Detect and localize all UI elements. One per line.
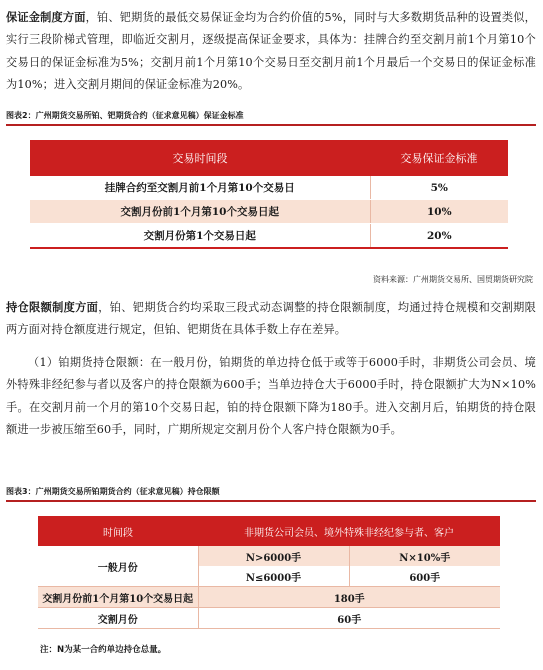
platinum-limit-paragraph: （1）铂期货持仓限额：在一般月份，铂期货的单边持仓低于或等于6000手时，非期货公司会员、境外特殊非经纪参与者以及客户的持仓限额为600手；当单边持仓大于6000手时，持仓限额扩大为N×10%手。在交割月前一个月的第10个交易日起，铂的持仓限额下降为180手。进入交割月后，铂期货的持仓限额进一步被压缩至60手，同时，广期所规定交割月份个人客户持仓限额为0手。	[6, 356, 536, 437]
table-cell: 180手	[198, 587, 500, 608]
figure-2-caption: 图表2：广州期货交易所铂、钯期货合约（征求意见稿）保证金标准	[6, 108, 536, 126]
table-cell: 挂牌合约至交割月前1个月第10个交易日	[30, 176, 370, 200]
table-cell: 交割月份第1个交易日起	[30, 224, 370, 249]
source-note: 资料来源：广州期货交易所、国贸期货研究院	[373, 275, 533, 284]
table-cell: N×10%手	[349, 546, 500, 566]
paragraph-text: ，铂、钯期货的最低交易保证金均为合约价值的5%，同时与大多数期货品种的设置类似，实行三段阶梯式管理，即临近交割月，逐级提高保证金要求，具体为：挂牌合约至交割月前1个月第10个交易日的保证金标准为5%；交割月前1个月第10个交易日至交割月前1个月最后一个交易日的保证金标准为10%；进入交割月期间的保证金标准为20%。	[6, 11, 536, 92]
table-cell: 60手	[198, 608, 500, 629]
table-cell: 600手	[349, 566, 500, 587]
table-cell: N≤6000手	[198, 566, 349, 587]
table-note: 注：N为某一合约单边持仓总量。	[40, 645, 167, 655]
position-limit-paragraph	[6, 296, 536, 342]
table-header: 时间段	[38, 516, 198, 546]
table-cell: 交割月份前1个月第10个交易日起	[30, 200, 370, 224]
paragraph-lead: 持仓限额制度方面	[6, 300, 99, 314]
table-row	[30, 200, 508, 224]
table-row	[38, 546, 500, 566]
table-header: 交易时间段	[30, 140, 370, 176]
table-row	[38, 608, 500, 629]
table-cell: 交割月份前1个月第10个交易日起	[38, 587, 198, 608]
table-row	[38, 587, 500, 608]
table-cell: 交割月份	[38, 608, 198, 629]
table-cell: N>6000手	[198, 546, 349, 566]
table-cell: 10%	[370, 200, 508, 224]
table-row	[30, 224, 508, 249]
margin-table	[30, 140, 508, 249]
table-row	[30, 176, 508, 200]
table-cell: 5%	[370, 176, 508, 200]
table-cell: 一般月份	[38, 546, 198, 587]
figure-3-caption: 图表3：广州期货交易所铂期货合约（征求意见稿）持仓限额	[6, 484, 536, 502]
table-header: 交易保证金标准	[370, 140, 508, 176]
paragraph-text: ，铂、钯期货合约均采取三段式动态调整的持仓限额制度，均通过持仓规模和交割期限两方面对持仓额度进行规定，但铂、钯期货在具体手数上存在差异。	[6, 301, 537, 337]
margin-paragraph	[6, 6, 536, 97]
table-cell: 20%	[370, 224, 508, 249]
position-limit-table	[38, 516, 500, 629]
paragraph-lead: 保证金制度方面	[6, 10, 86, 24]
table-header: 非期货公司会员、境外特殊非经纪参与者、客户	[198, 516, 500, 546]
